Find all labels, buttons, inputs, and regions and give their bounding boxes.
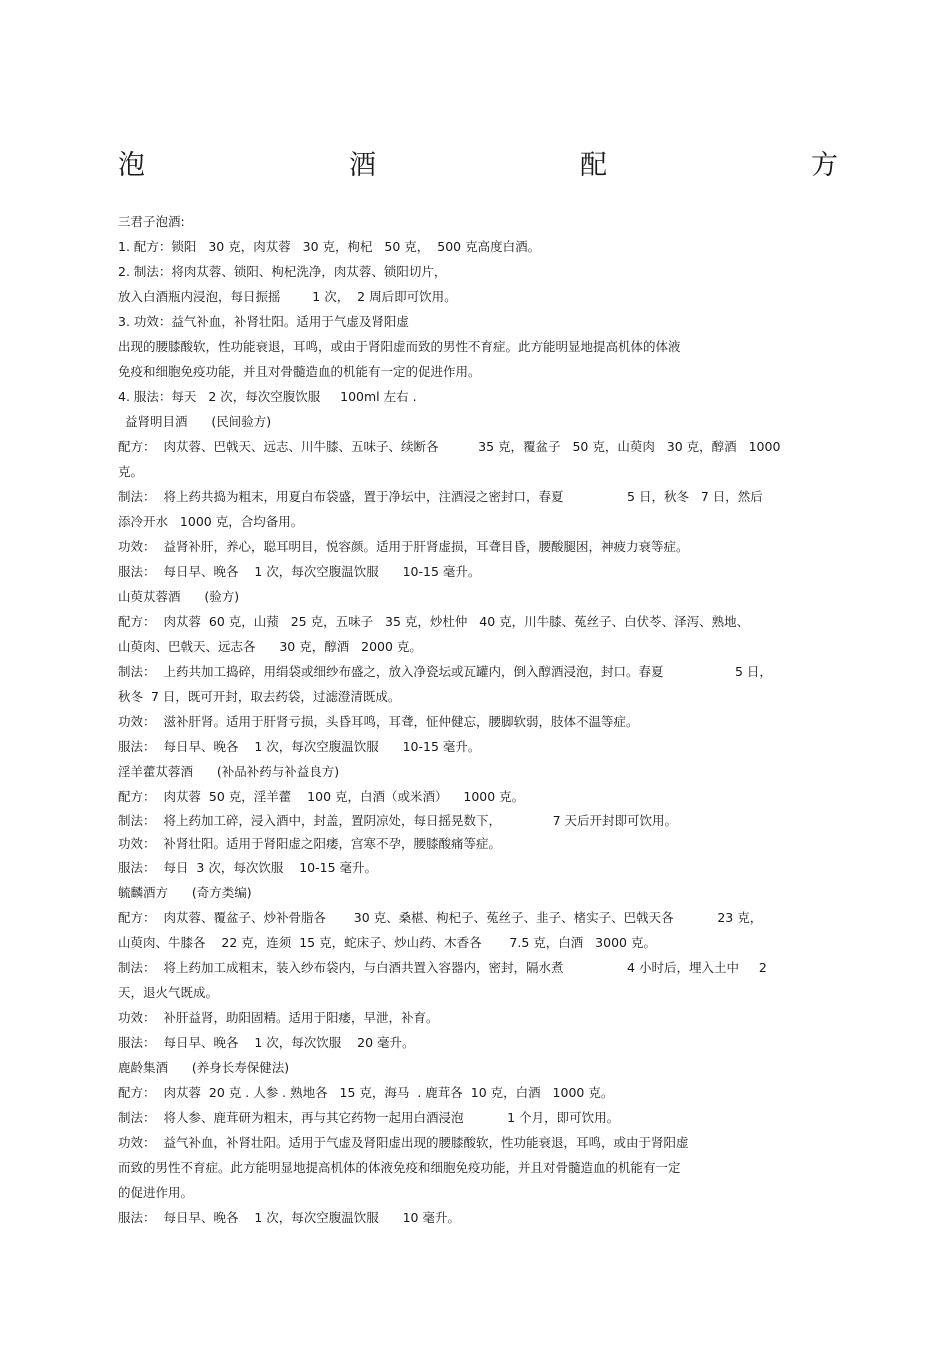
title-char: 泡 <box>118 150 145 181</box>
text-line: 配方： 肉苁蓉 60 克，山蓣 25 克，五味子 35 克，炒杜仲 40 克，川牛膝、菟丝子、白伏苓、泽泻、熟地、 <box>118 614 750 629</box>
text-line: 免疫和细胞免疫功能，并且对骨髓造血的机能有一定的促进作用。 <box>118 364 481 379</box>
text-line: 服法： 每日早、晚各 1 次，每次饮服 20 毫升。 <box>118 1035 415 1050</box>
text-line: 配方： 肉苁蓉、覆盆子、炒补骨脂各 30 克、桑椹、枸杞子、菟丝子、韭子、楮实子、巴戟天各 23 克， <box>118 910 763 925</box>
section-heading: 山萸苁蓉酒 (验方) <box>118 589 240 604</box>
section-heading: 益肾明目酒 (民间验方) <box>125 414 272 429</box>
text-line: 配方： 肉苁蓉、巴戟天、远志、川牛膝、五味子、续断各 35 克，覆盆子 50 克，山萸肉 30 克，醇酒 1000 <box>118 439 781 454</box>
text-line: 服法： 每日早、晚各 1 次，每次空腹温饮服 10-15 毫升。 <box>118 739 481 754</box>
text-line: 4. 服法：每天 2 次，每次空腹饮服 100ml 左右 . <box>118 389 417 404</box>
text-line: 的促进作用。 <box>118 1185 194 1200</box>
text-line: 配方： 肉苁蓉 50 克，淫羊藿 100 克，白酒（或米酒） 1000 克。 <box>118 789 525 804</box>
text-line: 1. 配方：锁阳 30 克，肉苁蓉 30 克，枸杞 50 克， 500 克高度白酒。 <box>118 239 541 254</box>
text-line: 天，退火气既成。 <box>118 985 219 1000</box>
text-line: 制法： 将上药加工成粗末，装入纱布袋内，与白酒共置入容器内，密封，隔水煮 4 小时后，埋入土中 2 <box>118 960 767 975</box>
text-line: 2. 制法：将肉苁蓉、锁阳、枸杞洗净，肉苁蓉、锁阳切片， <box>118 264 447 279</box>
text-line: 服法： 每日早、晚各 1 次，每次空腹温饮服 10 毫升。 <box>118 1210 460 1225</box>
section-heading: 鹿龄集酒 (养身长寿保健法) <box>118 1060 290 1075</box>
text-line: 配方： 肉苁蓉 20 克 . 人参 . 熟地各 15 克，海马 . 鹿茸各 10 克，白酒 1000 克。 <box>118 1085 614 1100</box>
section-heading: 毓麟酒方 (奇方类编) <box>118 885 252 900</box>
document-body <box>118 209 838 1230</box>
text-line: 添冷开水 1000 克，合均备用。 <box>118 514 304 529</box>
text-line: 功效： 滋补肝肾。适用于肝肾亏损，头昏耳鸣，耳聋，怔仲健忘，腰脚软弱，肢体不温等症。 <box>118 714 639 729</box>
text-line: 山萸肉、巴戟天、远志各 30 克，醇酒 2000 克。 <box>118 639 422 654</box>
section-heading: 三君子泡酒: <box>118 214 185 229</box>
text-line: 而致的男性不育症。此方能明显地提高机体的体液免疫和细胞免疫功能，并且对骨髓造血的机能有一定 <box>118 1160 681 1175</box>
text-line: 山萸肉、牛膝各 22 克，连须 15 克，蛇床子、炒山药、木香各 7.5 克，白酒 3000 克。 <box>118 935 656 950</box>
text-line: 克。 <box>118 464 144 479</box>
text-line: 功效： 益肾补肝，养心，聪耳明目，悦容颜。适用于肝肾虚损，耳聋目昏，腰酸腿困，神疲力衰等症。 <box>118 539 689 554</box>
text-line: 功效： 补肝益肾，助阳固精。适用于阳痿，早泄，补育。 <box>118 1010 439 1025</box>
document-title <box>118 146 838 186</box>
text-line: 制法： 将人参、鹿茸研为粗末，再与其它药物一起用白酒浸泡 1 个月，即可饮用。 <box>118 1110 620 1125</box>
text-line: 放入白酒瓶内浸泡，每日振摇 1 次， 2 周后即可饮用。 <box>118 289 457 304</box>
text-line: 制法： 上药共加工捣碎，用绢袋或细纱布盛之，放入净瓷坛或瓦罐内，倒入醇酒浸泡，封口。春夏 5 日， <box>118 664 772 679</box>
title-char: 配 <box>580 150 607 181</box>
text-line: 出现的腰膝酸软，性功能衰退，耳鸣，或由于肾阳虚而致的男性不育症。此方能明显地提高机体的体液 <box>118 339 681 354</box>
text-line: 制法： 将上药加工碎，浸入酒中，封盖，置阴凉处，每日摇晃数下， 7 天后开封即可饮用。 <box>118 813 678 828</box>
section-heading: 淫羊藿苁蓉酒 (补品补药与补益良方) <box>118 764 340 779</box>
text-line: 服法： 每日 3 次，每次饮服 10-15 毫升。 <box>118 860 378 875</box>
text-line: 功效： 益气补血，补肾壮阳。适用于气虚及肾阳虚出现的腰膝酸软，性功能衰退，耳鸣，或由于肾阳虚 <box>118 1135 689 1150</box>
text-line: 服法： 每日早、晚各 1 次，每次空腹温饮服 10-15 毫升。 <box>118 564 481 579</box>
text-line: 3. 功效：益气补血，补肾壮阳。适用于气虚及肾阳虚 <box>118 314 409 329</box>
text-line: 秋冬 7 日，既可开封，取去药袋，过滤澄清既成。 <box>118 689 401 704</box>
title-char: 方 <box>811 150 838 181</box>
text-line: 制法： 将上药共捣为粗末，用夏白布袋盛，置于净坛中，注酒浸之密封口，春夏 5 日，秋冬 7 日，然后 <box>118 489 763 504</box>
text-line: 功效： 补肾壮阳。适用于肾阳虚之阳痿，宫寒不孕，腰膝酸痛等症。 <box>118 836 501 851</box>
title-char: 酒 <box>349 150 376 181</box>
